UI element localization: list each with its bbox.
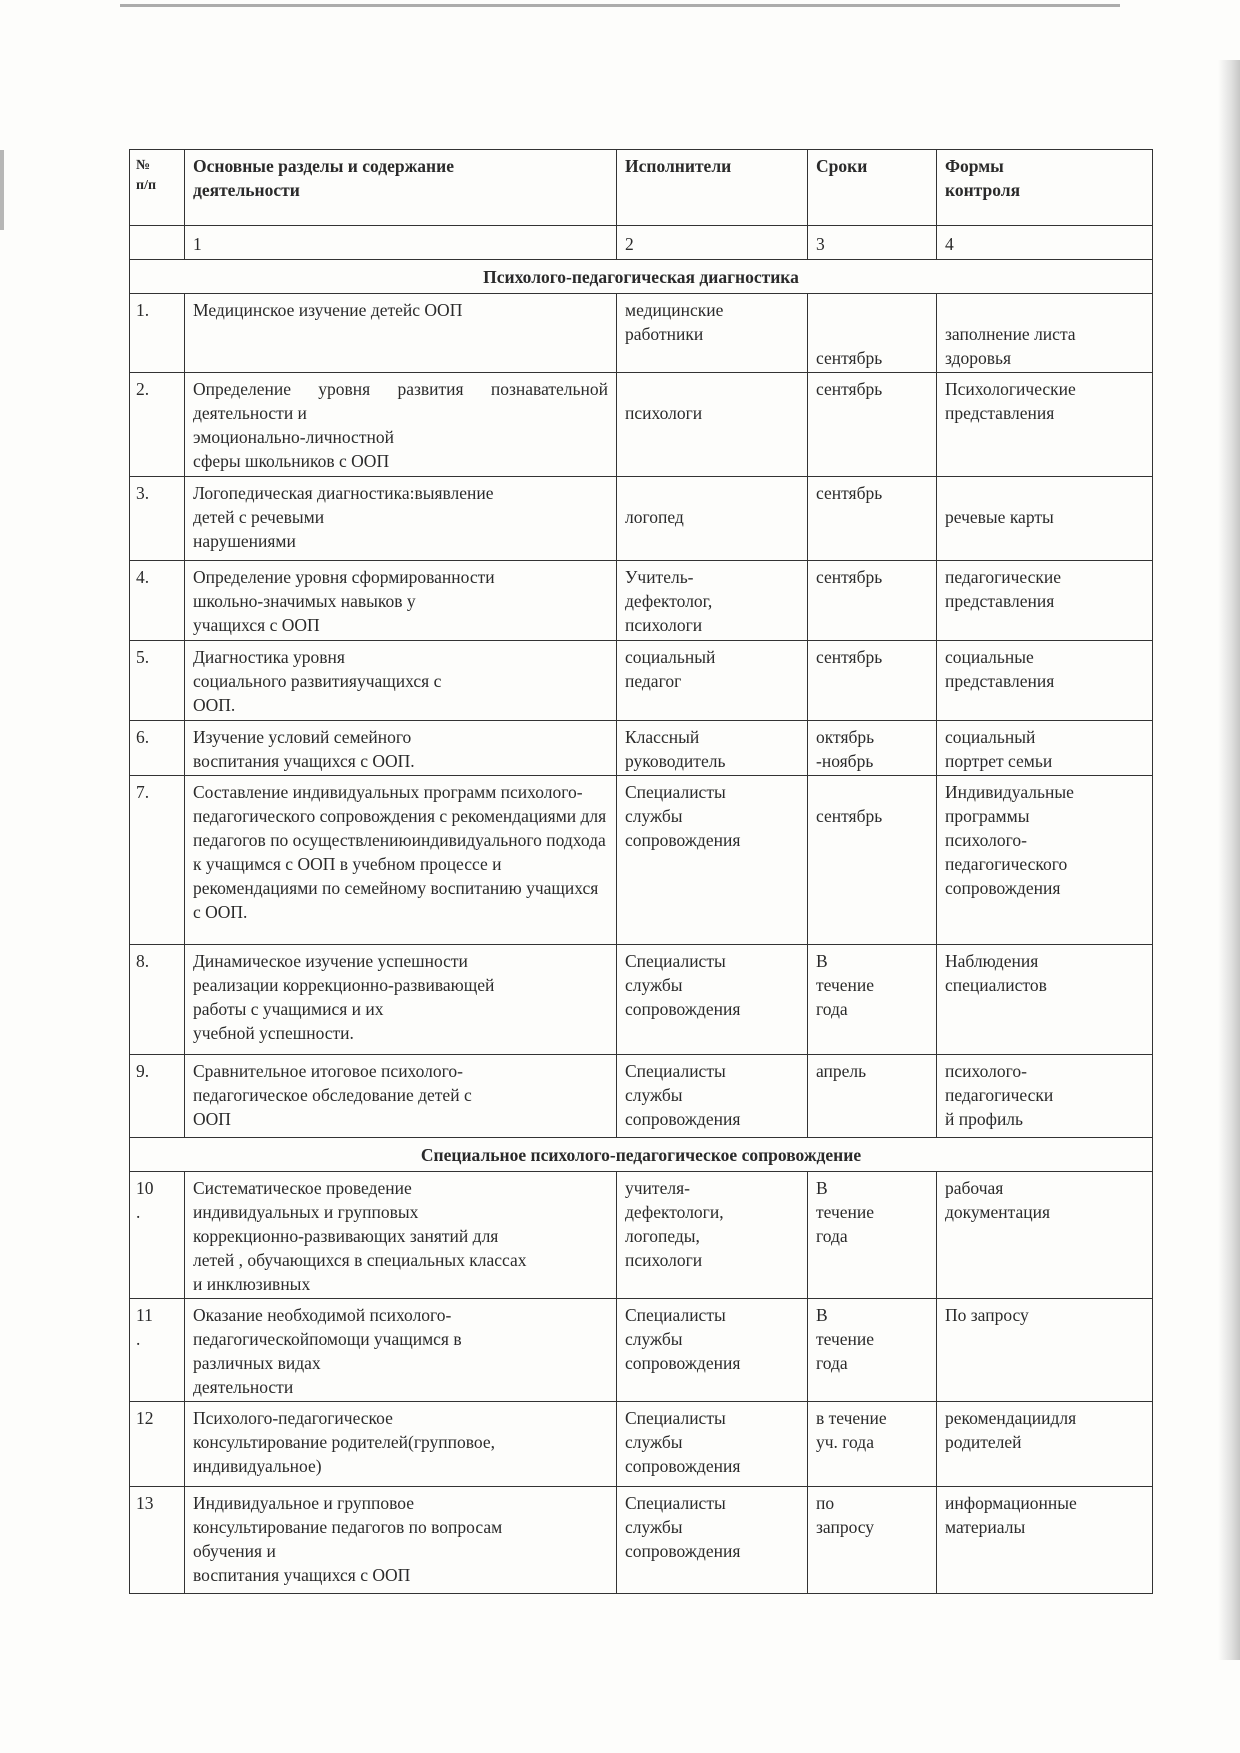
column-number: 1 — [185, 226, 617, 260]
cell-control: Наблюдения специалистов — [937, 945, 1153, 1055]
cell-terms: сентябрь — [808, 477, 937, 561]
cell-executors: Специалисты службы сопровождения — [617, 945, 808, 1055]
cell-terms: сентябрь — [808, 641, 937, 721]
table-body — [130, 260, 1153, 1594]
scan-edge-left — [0, 150, 4, 230]
cell-content: Определение уровня развития познавательной деятельности и эмоционально-личностной сферы школьников с ООП — [185, 373, 617, 477]
cell-control: социальный портрет семьи — [937, 721, 1153, 776]
table-row — [130, 776, 1153, 945]
cell-control: рекомендациидля родителей — [937, 1402, 1153, 1487]
cell-terms: В течение года — [808, 945, 937, 1055]
cell-num: 2. — [130, 373, 185, 477]
cell-num: 10 . — [130, 1172, 185, 1299]
header-terms: Сроки — [808, 150, 937, 226]
header-num: № п/п — [130, 150, 185, 226]
cell-num: 13 — [130, 1487, 185, 1594]
table-row — [130, 1299, 1153, 1402]
table-row — [130, 1172, 1153, 1299]
table-row — [130, 721, 1153, 776]
header-control: Формы контроля — [937, 150, 1153, 226]
cell-control: заполнение листа здоровья — [937, 294, 1153, 373]
table-row — [130, 945, 1153, 1055]
cell-terms: сентябрь — [808, 561, 937, 641]
scan-edge-top — [120, 4, 1120, 7]
activity-plan-table — [129, 149, 1153, 1594]
section-row — [130, 260, 1153, 294]
table-row — [130, 477, 1153, 561]
cell-control: По запросу — [937, 1299, 1153, 1402]
cell-content: Определение уровня сформированности школьно-значимых навыков у учащихся с ООП — [185, 561, 617, 641]
cell-content: Оказание необходимой психолого- педагогическойпомощи учащимся в различных видах деятельности — [185, 1299, 617, 1402]
table-row — [130, 561, 1153, 641]
cell-executors: Специалисты службы сопровождения — [617, 1055, 808, 1138]
section-row — [130, 1138, 1153, 1172]
cell-control: Индивидуальные программы психолого- педагогического сопровождения — [937, 776, 1153, 945]
cell-terms: октябрь -ноябрь — [808, 721, 937, 776]
cell-num: 3. — [130, 477, 185, 561]
table-header-row — [130, 150, 1153, 226]
cell-num: 6. — [130, 721, 185, 776]
cell-content: Психолого-педагогическое консультирование родителей(групповое, индивидуальное) — [185, 1402, 617, 1487]
cell-num: 12 — [130, 1402, 185, 1487]
cell-executors: Учитель- дефектолог, психологи — [617, 561, 808, 641]
cell-num: 5. — [130, 641, 185, 721]
cell-content: Сравнительное итоговое психолого- педагогическое обследование детей с ООП — [185, 1055, 617, 1138]
cell-num: 9. — [130, 1055, 185, 1138]
table-row — [130, 373, 1153, 477]
cell-content: Составление индивидуальных программ психолого-педагогического сопровождения с рекомендациями для педагогов по осуществлениюиндивидуального подхода к учащимся с ООП в учебном процессе и рекомендациями по семейному воспитанию учащихся с ООП. — [185, 776, 617, 945]
column-number: 4 — [937, 226, 1153, 260]
cell-num: 8. — [130, 945, 185, 1055]
cell-num: 7. — [130, 776, 185, 945]
header-executors: Исполнители — [617, 150, 808, 226]
table-row — [130, 294, 1153, 373]
cell-executors: учителя- дефектологи, логопеды, психологи — [617, 1172, 808, 1299]
cell-content: Диагностика уровня социального развитияучащихся с ООП. — [185, 641, 617, 721]
cell-executors: Классный руководитель — [617, 721, 808, 776]
cell-terms: сентябрь — [808, 373, 937, 477]
cell-executors: социальный педагог — [617, 641, 808, 721]
cell-control: социальные представления — [937, 641, 1153, 721]
cell-executors: психологи — [617, 373, 808, 477]
cell-executors: медицинские работники — [617, 294, 808, 373]
cell-control: педагогические представления — [937, 561, 1153, 641]
cell-terms: В течение года — [808, 1172, 937, 1299]
cell-terms: В течение года — [808, 1299, 937, 1402]
cell-content: Медицинское изучение детейс ООП — [185, 294, 617, 373]
cell-content: Изучение условий семейного воспитания учащихся с ООП. — [185, 721, 617, 776]
cell-content: Динамическое изучение успешности реализации коррекционно-развивающей работы с учащимися и их учебной успешности. — [185, 945, 617, 1055]
cell-terms: сентябрь — [808, 776, 937, 945]
table-row — [130, 641, 1153, 721]
column-number: 2 — [617, 226, 808, 260]
table-row — [130, 1487, 1153, 1594]
section-title: Психолого-педагогическая диагностика — [130, 260, 1153, 294]
cell-content: Логопедическая диагностика:выявление детей с речевыми нарушениями — [185, 477, 617, 561]
cell-control: речевые карты — [937, 477, 1153, 561]
cell-content: Индивидуальное и групповое консультирование педагогов по вопросам обучения и воспитания учащихся с ООП — [185, 1487, 617, 1594]
cell-executors: Специалисты службы сопровождения — [617, 776, 808, 945]
cell-executors: Специалисты службы сопровождения — [617, 1299, 808, 1402]
scan-edge-right — [1218, 60, 1240, 1660]
cell-num: 1. — [130, 294, 185, 373]
table-row — [130, 1055, 1153, 1138]
cell-terms: по запросу — [808, 1487, 937, 1594]
cell-control: Психологические представления — [937, 373, 1153, 477]
table-row — [130, 1402, 1153, 1487]
cell-executors: Специалисты службы сопровождения — [617, 1402, 808, 1487]
cell-content: Систематическое проведение индивидуальных и групповых коррекционно-развивающих занятий для летей , обучающихся в специальных классах и инклюзивных — [185, 1172, 617, 1299]
header-content: Основные разделы и содержание деятельности — [185, 150, 617, 226]
cell-terms: апрель — [808, 1055, 937, 1138]
cell-executors: логопед — [617, 477, 808, 561]
cell-control: информационные материалы — [937, 1487, 1153, 1594]
cell-terms: сентябрь — [808, 294, 937, 373]
column-number-row — [130, 226, 1153, 260]
cell-executors: Специалисты службы сопровождения — [617, 1487, 808, 1594]
section-title: Специальное психолого-педагогическое сопровождение — [130, 1138, 1153, 1172]
cell-terms: в течение уч. года — [808, 1402, 937, 1487]
cell-num: 4. — [130, 561, 185, 641]
cell-control: рабочая документация — [937, 1172, 1153, 1299]
cell-num: 11 . — [130, 1299, 185, 1402]
cell-control: психолого- педагогически й профиль — [937, 1055, 1153, 1138]
column-number: 3 — [808, 226, 937, 260]
